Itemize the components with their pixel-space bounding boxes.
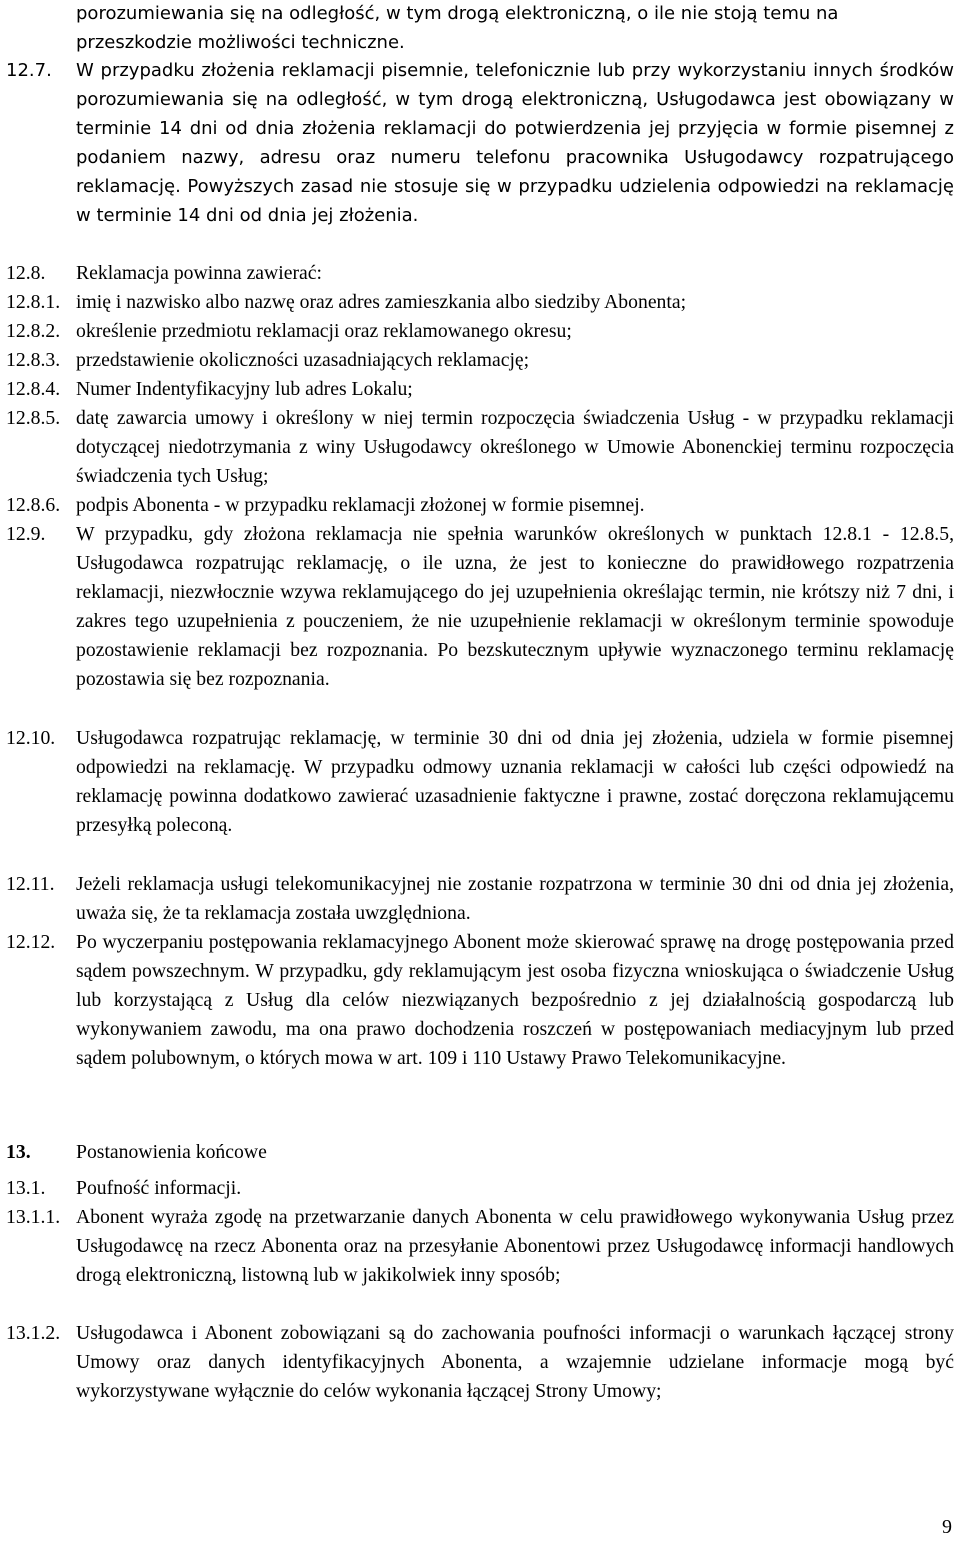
section-number: 13. bbox=[6, 1141, 31, 1163]
clause-number: 12.8.3. bbox=[6, 349, 61, 371]
clause-number: 12.10. bbox=[6, 727, 56, 749]
clause-number: 12.8.4. bbox=[6, 378, 61, 400]
clause-text: Abonent wyraża zgodę na przetwarzanie danych Abonenta w celu prawidłowego wykonywania Usług przez Usługodawcę na rzecz Abonenta oraz na przesyłanie Abonentowi przez Usługodawcę informacji handlowych drogą elektroniczną, listowną lub w jakikolwiek inny sposób; bbox=[76, 1206, 954, 1287]
clause-text: W przypadku złożenia reklamacji pisemnie, telefonicznie lub przy wykorzystaniu innych środków porozumiewania się na odległość, w tym drogą elektroniczną, Usługodawca jest obowiązany w terminie 14 dni od dnia złożenia reklamacji do potwierdzenia jej przyjęcia w formie pisemnej z podaniem nazwy, adresu oraz numeru telefonu pracownika Usługodawcy rozpatrującego reklamację. Powyższych zasad nie stosuje się w przypadku udzielenia odpowiedzi na reklamację w terminie 14 dni od dnia jej złożenia. bbox=[76, 60, 954, 226]
clause-text: imię i nazwisko albo nazwę oraz adres zamieszkania albo siedziby Abonenta; bbox=[76, 291, 687, 313]
clause-number: 12.12. bbox=[6, 931, 56, 953]
clause-number: 12.8.5. bbox=[6, 407, 61, 429]
clause-text: Numer Indentyfikacyjny lub adres Lokalu; bbox=[76, 378, 413, 400]
clause-text: Po wyczerpaniu postępowania reklamacyjnego Abonent może skierować sprawę na drogę postępowania przed sądem powszechnym. W przypadku, gdy reklamującym jest osoba fizyczna wnioskująca o świadczenie Usług lub korzystającą z Usług dla celów niezwiązanych bezpośrednio z jej działalnością gospodarczą lub wykonywaniem zawodu, ma ona prawo dochodzenia roszczeń w postępowaniach mediacyjnym lub przed sądem polubownym, o których mowa w art. 109 i 110 Ustawy Prawo Telekomunikacyjne. bbox=[76, 931, 954, 1070]
page-number: 9 bbox=[942, 1516, 952, 1538]
clause-text: Reklamacja powinna zawierać: bbox=[76, 262, 322, 284]
clause-text: Poufność informacji. bbox=[76, 1177, 242, 1199]
clause-number: 12.7. bbox=[6, 60, 52, 81]
clause-text: Usługodawca i Abonent zobowiązani są do zachowania poufności informacji o warunkach łączącej strony Umowy oraz danych identyfikacyjnych Abonenta, a wzajemnie udzielane informacje mogą być wykorzystywane wyłącznie do celów wykonania łączącej Strony Umowy; bbox=[76, 1322, 954, 1403]
clause-number: 12.8.2. bbox=[6, 320, 61, 342]
clause-number: 12.8.6. bbox=[6, 494, 61, 516]
clause-text: Jeżeli reklamacja usługi telekomunikacyjnej nie zostanie rozpatrzona w terminie 30 dni od dnia jej złożenia, uważa się, że ta reklamacja została uwzględniona. bbox=[76, 873, 954, 925]
clause-text: przedstawienie okoliczności uzasadniających reklamację; bbox=[76, 349, 530, 371]
clause-text: Usługodawca rozpatrując reklamację, w terminie 30 dni od dnia jej złożenia, udziela w formie pisemnej odpowiedzi na reklamację. W przypadku odmowy uznania reklamacji w całości lub części odpowiedź na reklamację powinna dodatkowo zawierać uzasadnienie faktyczne i prawne, zostać doręczona reklamującemu przesyłką poleconą. bbox=[76, 727, 954, 837]
clause-text: podpis Abonenta - w przypadku reklamacji złożonej w formie pisemnej. bbox=[76, 494, 645, 516]
clause-text: porozumiewania się na odległość, w tym drogą elektroniczną, o ile nie stoją temu na przeszkodzie możliwości techniczne. bbox=[76, 3, 839, 53]
clause-number: 12.8.1. bbox=[6, 291, 61, 313]
clause-text: W przypadku, gdy złożona reklamacja nie spełnia warunków określonych w punktach 12.8.1 - 12.8.5, Usługodawca rozpatrując reklamację, o ile uzna, że jest to konieczne do prawidłowego rozpatrzenia reklamacji, niezwłocznie wzywa reklamującego do jej uzupełnienia określając termin, nie krótszy niż 7 dni, i zakres tego uzupełnienia z pouczeniem, że nie uzupełnienie reklamacji w określonym terminie spowoduje pozostawienie reklamacji bez rozpoznania. Po bezskutecznym upływie wyznaczonego terminu reklamację pozostawia się bez rozpoznania. bbox=[76, 523, 954, 691]
clause-number: 12.11. bbox=[6, 873, 55, 895]
clause-number: 13.1.1. bbox=[6, 1206, 61, 1228]
clause-number: 12.9. bbox=[6, 523, 46, 545]
section-title: Postanowienia końcowe bbox=[76, 1141, 267, 1163]
clause-text: określenie przedmiotu reklamacji oraz reklamowanego okresu; bbox=[76, 320, 572, 342]
clause-number: 12.8. bbox=[6, 262, 46, 284]
clause-text: datę zawarcia umowy i określony w niej termin rozpoczęcia świadczenia Usług - w przypadku reklamacji dotyczącej niedotrzymania z winy Usługodawcy określonego w Umowie Abonenckiej terminu rozpoczęcia świadczenia tych Usług; bbox=[76, 407, 954, 488]
clause-number: 13.1. bbox=[6, 1177, 46, 1199]
clause-number: 13.1.2. bbox=[6, 1322, 61, 1344]
